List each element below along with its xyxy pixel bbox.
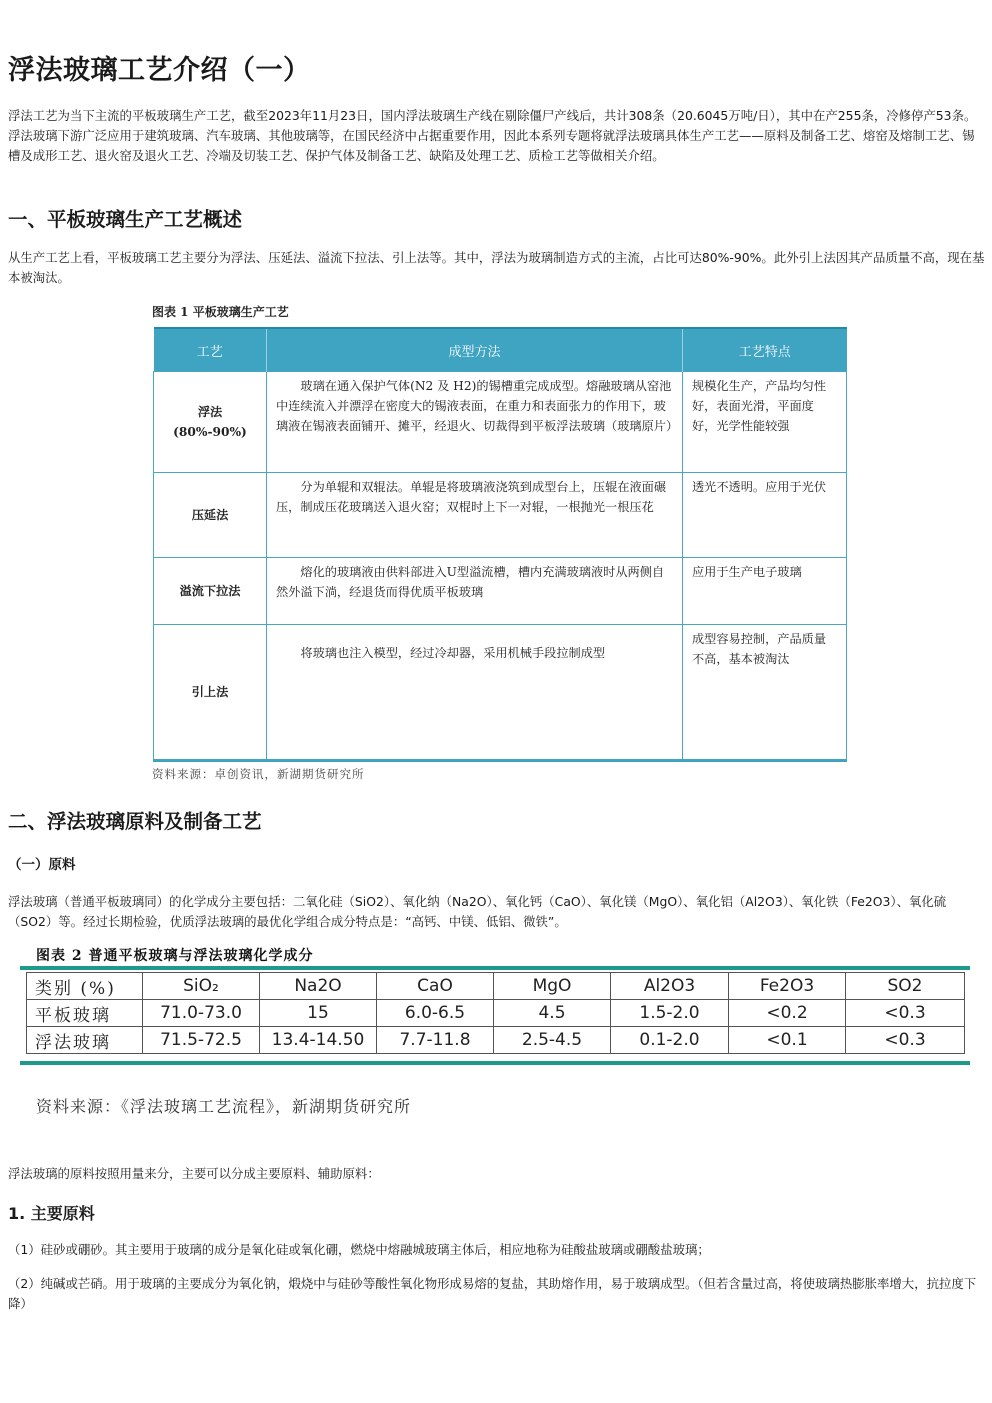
figure2-bottom-rule	[20, 1061, 970, 1065]
figure1-caption: 图表 1 平板玻璃生产工艺	[152, 305, 289, 319]
process-share: (80%-90%)	[173, 425, 247, 439]
table-cell: 71.5-72.5	[143, 1027, 260, 1054]
header-cell: 类别 (%)	[27, 973, 143, 1000]
table-row	[154, 372, 847, 473]
table-row	[27, 1000, 965, 1027]
row-label-cell: 平板玻璃	[27, 1000, 143, 1027]
section2-paragraph: 浮法玻璃（普通平板玻璃同）的化学成分主要包括：二氧化硅（SiO2）、氧化纳（Na2O）、氧化钙（CaO）、氧化镁（MgO）、氧化铝（Al2O3）、氧化铁（Fe2O3）、氧化硫（SO2）等。经过长期检验，优质浮法玻璃的最优化学组合成分特点是：“高钙、中镁、低铝、微铁”。	[8, 894, 947, 929]
figure2-source: 资料来源：《浮法玻璃工艺流程》，新湖期货研究所	[36, 1097, 412, 1116]
table-cell: 0.1-2.0	[611, 1027, 729, 1054]
header-cell: 工艺	[154, 328, 267, 372]
table-row	[154, 473, 847, 558]
section1-heading: 一、平板玻璃生产工艺概述	[8, 208, 243, 231]
section2-heading: 二、浮法玻璃原料及制备工艺	[8, 810, 262, 833]
process-name: 浮法	[197, 405, 223, 419]
process-name-cell: 压延法	[154, 473, 267, 558]
process-name-cell: 溢流下拉法	[154, 558, 267, 625]
table-cell: 15	[260, 1000, 377, 1027]
material-item-2: （2）纯碱或芒硝。用于玻璃的主要成分为氧化钠，煅烧中与硅砂等酸性氧化物形成易熔的复盐，其助熔作用，易于玻璃成型。（但若含量过高，将使玻璃热膨胀率增大，抗拉度下降）	[8, 1276, 977, 1311]
method-cell: 玻璃在通入保护气体(N2 及 H2)的锡槽重完成成型。熔融玻璃从窑池中连续流入并漂浮在密度大的锡液表面，在重力和表面张力的作用下，玻璃液在锡液表面铺开、摊平，经退火、切裁得到平板浮法玻璃（玻璃原片）	[267, 372, 683, 473]
header-cell: 工艺特点	[683, 328, 847, 372]
composition-header-row	[27, 973, 965, 1000]
process-table	[153, 327, 847, 762]
composition-table	[26, 972, 965, 1054]
method-cell: 分为单辊和双辊法。单辊是将玻璃液浇筑到成型台上，压辊在液面碾压，制成压花玻璃送入退火窑；双棍时上下一对辊，一根抛光一根压花	[267, 473, 683, 558]
process-table-header	[154, 328, 847, 372]
table-row	[27, 1027, 965, 1054]
header-cell: 成型方法	[267, 328, 683, 372]
section1-paragraph: 从生产工艺上看，平板玻璃工艺主要分为浮法、压延法、溢流下拉法、引上法等。其中，浮法为玻璃制造方式的主流，占比可达80%-90%。此外引上法因其产品质量不高，现在基本被淘汰。	[8, 250, 985, 285]
table-cell: <0.2	[729, 1000, 846, 1027]
table-cell: 4.5	[494, 1000, 611, 1027]
process-name-cell: 引上法	[154, 625, 267, 761]
features-cell: 成型容易控制，产品质量不高，基本被淘汰	[683, 625, 847, 761]
features-cell: 透光不透明。应用于光伏	[683, 473, 847, 558]
materials-intro: 浮法玻璃的原料按照用量来分，主要可以分成主要原料、辅助原料：	[8, 1166, 380, 1181]
features-cell: 规模化生产，产品均匀性好，表面光滑，平面度好，光学性能较强	[683, 372, 847, 473]
material-item-1: （1）硅砂或硼砂。其主要用于玻璃的成分是氧化硅或氧化硼，燃烧中熔融城玻璃主体后，相应地称为硅酸盐玻璃或硼酸盐玻璃；	[8, 1242, 710, 1257]
section2-subheading: （一）原料	[8, 857, 76, 873]
table-row	[154, 558, 847, 625]
intro-paragraph: 浮法工艺为当下主流的平板玻璃生产工艺，截至2023年11月23日，国内浮法玻璃生产线在剔除僵尸产线后，共计308条（20.6045万吨/日），其中在产255条，冷修停产53条。浮法玻璃下游广泛应用于建筑玻璃、汽车玻璃、其他玻璃等，在国民经济中占据重要作用，因此本系列专题将就浮法玻璃具体生产工艺——原料及制备工艺、熔窑及熔制工艺、锡槽及成形工艺、退火窑及退火工艺、冷端及切装工艺、保护气体及制备工艺、缺陷及处理工艺、质检工艺等做相关介绍。	[8, 108, 977, 163]
header-cell: MgO	[494, 973, 611, 1000]
method-cell: 熔化的玻璃液由供料部进入U型溢流槽，槽内充满玻璃液时从两侧自然外溢下淌，经退货而得优质平板玻璃	[267, 558, 683, 625]
header-cell: Al2O3	[611, 973, 729, 1000]
table-cell: <0.3	[846, 1000, 965, 1027]
table-cell: <0.1	[729, 1027, 846, 1054]
table-cell: 7.7-11.8	[377, 1027, 494, 1054]
table-row	[154, 625, 847, 761]
header-cell: SiO₂	[143, 973, 260, 1000]
header-cell: Fe2O3	[729, 973, 846, 1000]
figure1-source: 资料来源：卓创资讯，新湖期货研究所	[152, 767, 365, 781]
table-cell: 1.5-2.0	[611, 1000, 729, 1027]
method-cell: 将玻璃也注入模型，经过冷却器，采用机械手段拉制成型	[267, 625, 683, 761]
header-cell: Na2O	[260, 973, 377, 1000]
header-cell: CaO	[377, 973, 494, 1000]
figure2-top-rule	[20, 966, 970, 970]
table-cell: 2.5-4.5	[494, 1027, 611, 1054]
features-cell: 应用于生产电子玻璃	[683, 558, 847, 625]
table-cell: 6.0-6.5	[377, 1000, 494, 1027]
row-label-cell: 浮法玻璃	[27, 1027, 143, 1054]
figure2-caption: 图表 2 普通平板玻璃与浮法玻璃化学成分	[36, 948, 314, 964]
table-cell: 71.0-73.0	[143, 1000, 260, 1027]
page-title: 浮法玻璃工艺介绍（一）	[8, 55, 311, 86]
main-materials-heading: 1. 主要原料	[8, 1204, 95, 1223]
process-name-cell	[154, 372, 267, 473]
table-cell: <0.3	[846, 1027, 965, 1054]
table-cell: 13.4-14.50	[260, 1027, 377, 1054]
header-cell: SO2	[846, 973, 965, 1000]
